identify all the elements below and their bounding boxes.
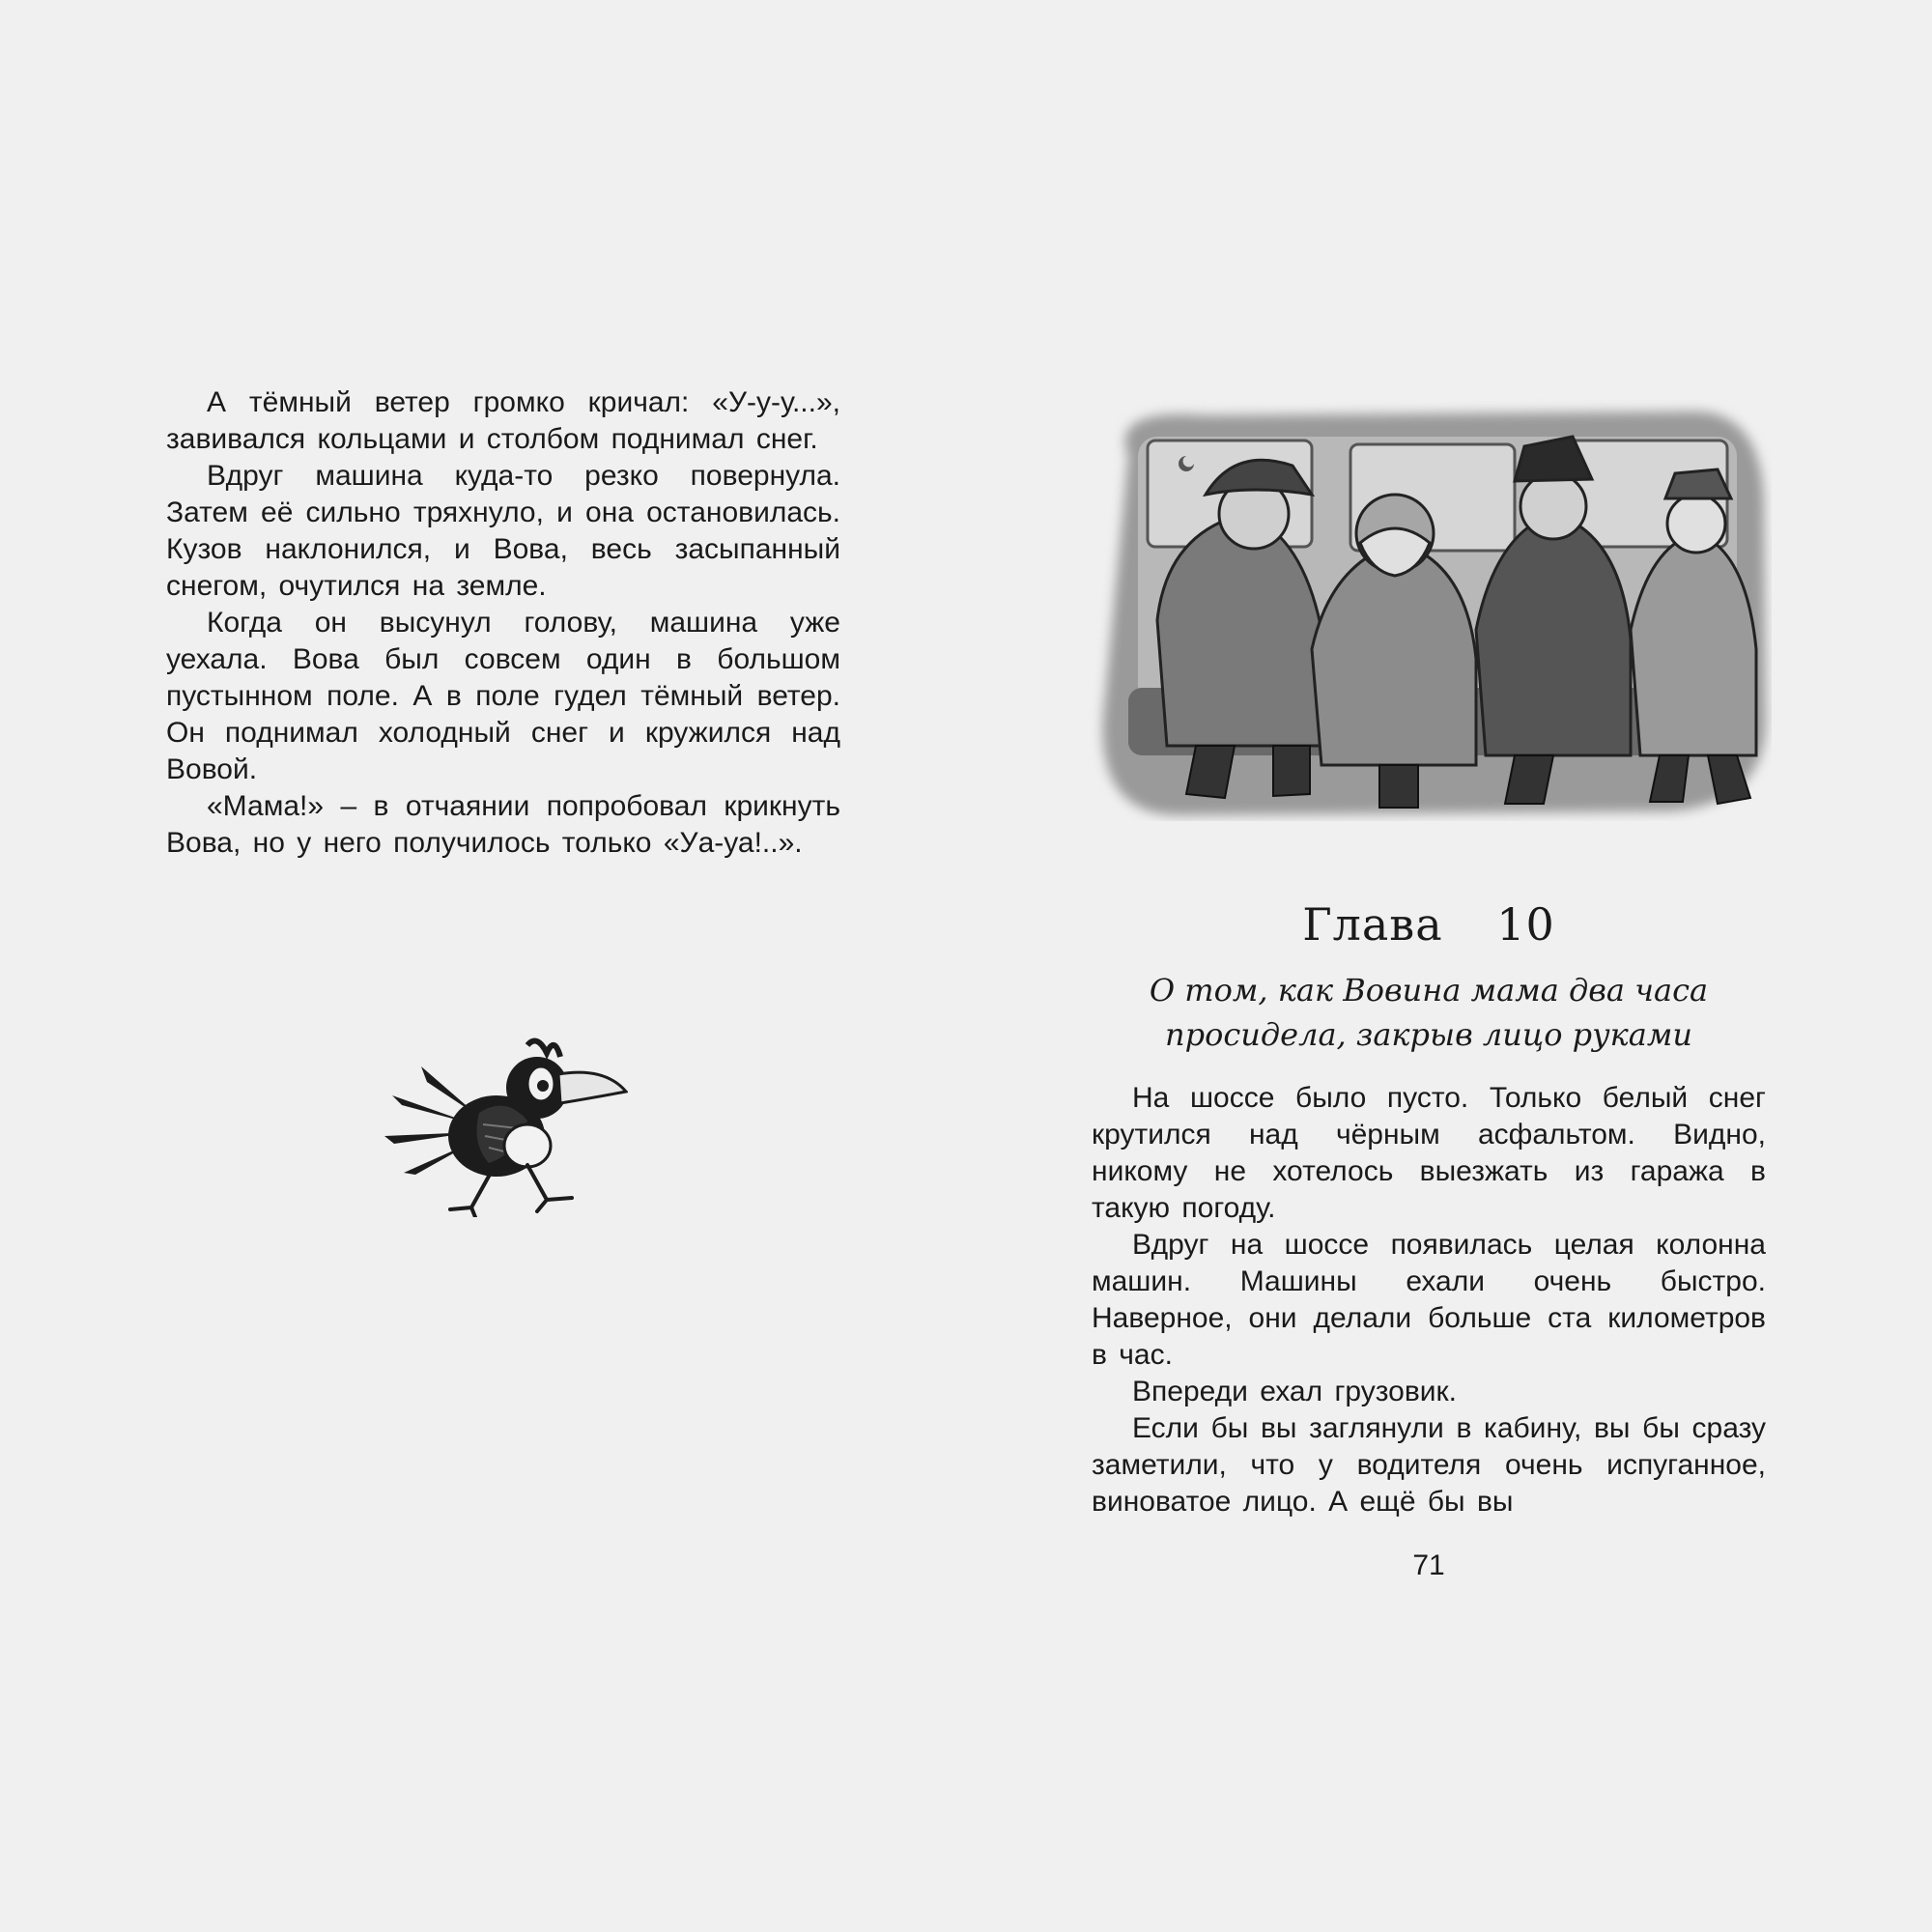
paragraph: Вдруг машина куда-то резко повернула. Затем её сильно тряхнуло, и она остановилась. Кузов наклонился, и Вова, весь засыпанный снегом, очутился на земле. xyxy=(166,460,840,602)
crow-icon xyxy=(383,1028,628,1217)
chapter-subtitle xyxy=(1092,968,1766,1057)
passengers-illustration xyxy=(1090,398,1772,821)
chapter-subtitle-line: просидела, закрыв лицо руками xyxy=(1164,1016,1692,1053)
paragraph: А тёмный ветер громко кричал: «У-у-у...», завивался кольцами и столбом поднимал снег. xyxy=(166,386,840,455)
paragraph: Если бы вы заглянули в кабину, вы бы сразу заметили, что у водителя очень испуганное, виноватое лицо. А ещё бы вы xyxy=(1092,1412,1766,1518)
page-number: 71 xyxy=(1412,1549,1445,1581)
chapter-title xyxy=(1092,898,1766,951)
paragraph: Впереди ехал грузовик. xyxy=(1132,1376,1458,1407)
paragraph: Когда он высунул голову, машина уже уехала. Вова был совсем один в большом пустынном поле. А в поле гудел тёмный ветер. Он поднимал холодный снег и кружился над Вовой. xyxy=(166,607,840,785)
chapter-label: Глава xyxy=(1302,898,1443,951)
paragraph: На шоссе было пусто. Только белый снег крутился над чёрным асфальтом. Видно, никому не хотелось выезжать из гаража в такую погоду. xyxy=(1092,1082,1766,1224)
paragraph: Вдруг на шоссе появилась целая колонна машин. Машины ехали очень быстро. Наверное, они делали больше ста километров в час. xyxy=(1092,1229,1766,1371)
chapter-number: 10 xyxy=(1496,898,1555,951)
right-page-text xyxy=(1092,1080,1766,1520)
paragraph: «Мама!» – в отчаянии попробовал крикнуть Вова, но у него получилось только «Уа-уа!..». xyxy=(166,790,840,859)
left-page-text xyxy=(166,384,840,862)
chapter-subtitle-line: О том, как Вовина мама два часа xyxy=(1149,972,1709,1009)
